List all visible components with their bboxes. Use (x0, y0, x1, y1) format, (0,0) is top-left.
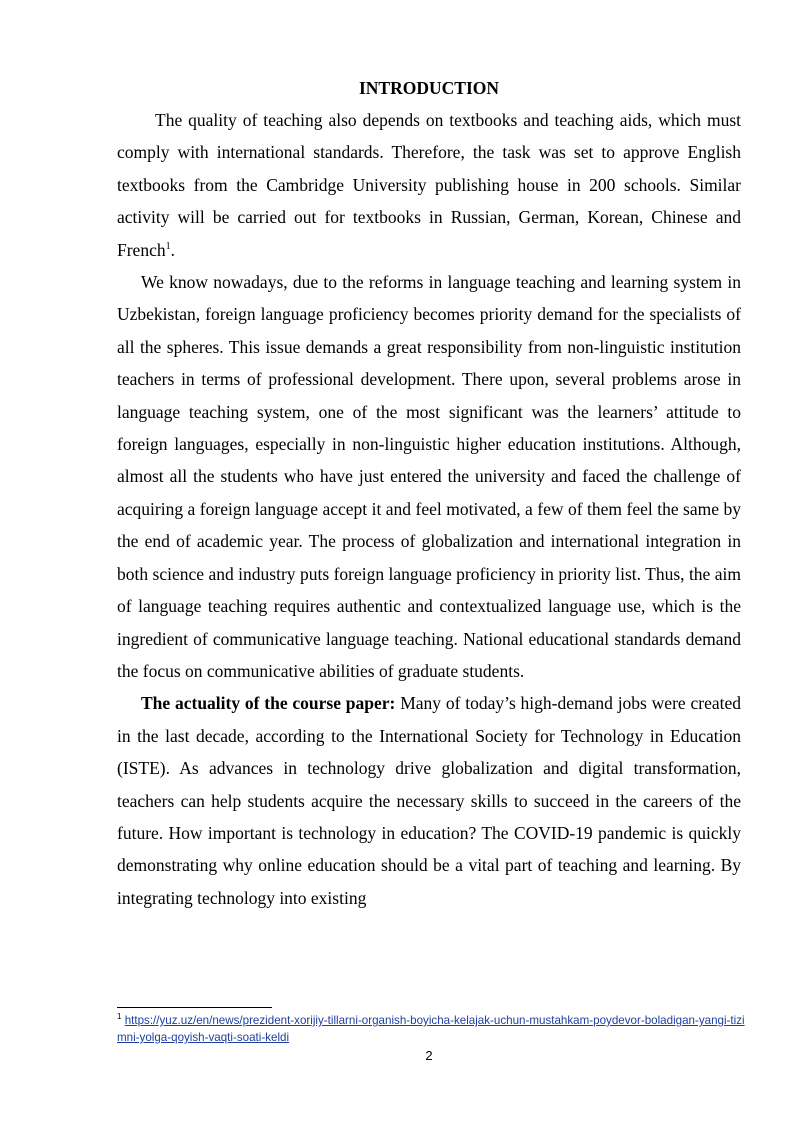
footnote-reference[interactable]: 1 (165, 240, 171, 252)
page-heading: INTRODUCTION (358, 78, 500, 98)
footnote-number: 1 (117, 1012, 122, 1022)
footnote-separator (117, 1007, 272, 1008)
body-text (117, 104, 741, 914)
paragraph-3-text: Many of today’s high-demand jobs were created in the last decade, according to the International Society for Technology in Education (ISTE). As advances in technology drive globalization and digital transformation, teachers can help students acquire the necessary skills to succeed in the careers of the future. How important is technology in education? The COVID-19 pandemic is quickly demonstrating why online education should be a vital part of teaching and learning. By integrating technology into existing (117, 693, 741, 908)
paragraph-1-end: . (170, 239, 175, 260)
paragraph-3 (117, 687, 741, 914)
paragraph-2: We know nowadays, due to the reforms in language teaching and learning system in Uzbekistan, foreign language proficiency becomes priority demand for the specialists of all the spheres. This issue demands a great responsibility from non-linguistic institution teachers in terms of professional development. There upon, several problems arose in language teaching system, one of the most significant was the learners’ attitude to foreign languages, especially in non-linguistic higher education institutions. Although, almost all the students who have just entered the university and faced the challenge of acquiring a foreign language accept it and feel motivated, a few of them feel the same by the end of academic year. The process of globalization and international integration in both science and industry puts foreign language proficiency in priority list. Thus, the aim of language teaching requires authentic and contextualized language use, which is the ingredient of communicative language teaching. National educational standards demand the focus on communicative abilities of graduate students. (117, 272, 741, 681)
footnote-link[interactable]: https://yuz.uz/en/news/prezident-xorijiy-tillarni-organish-boyicha-kelajak-uchun-mustahkam-poydevor-boladigan-yangi-tizimni-yolga-qoyish-vaqti-soati-keldi (117, 1014, 745, 1044)
page-number: 2 (425, 1048, 433, 1063)
paragraph-1 (117, 104, 741, 266)
paragraph-1-text: The quality of teaching also depends on textbooks and teaching aids, which must comply with international standards. Therefore, the task was set to approve English textbooks from the Cambridge University publishing house in 200 schools. Similar activity will be carried out for textbooks in Russian, German, Korean, Chinese and French (117, 110, 741, 260)
footnote (117, 1012, 747, 1046)
paragraph-3-lead: The actuality of the course paper: (141, 693, 396, 714)
